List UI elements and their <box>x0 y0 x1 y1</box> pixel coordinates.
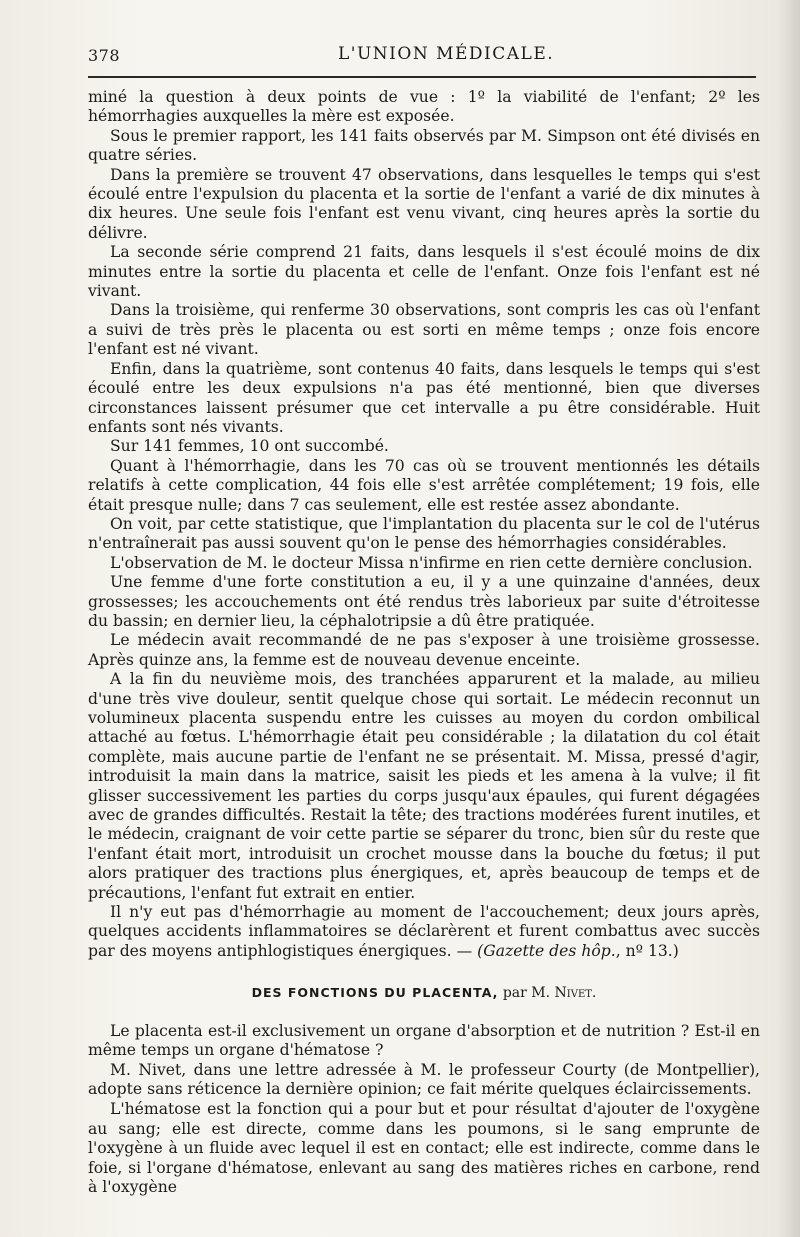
paragraph: Le médecin avait recommandé de ne pas s'exposer à une troisième grossesse. Après quinze ans, la femme est de nouveau devenue enceinte. <box>88 631 760 669</box>
section-author <box>498 985 596 1001</box>
paragraph: La seconde série comprend 21 faits, dans lesquels il s'est écoulé moins de dix minutes entre la sortie du placenta et celle de l'enfant. Onze fois l'enfant est né vivant. <box>88 243 760 301</box>
paragraph: L'hématose est la fonction qui a pour but et pour résultat d'ajouter de l'oxygène au sang; elle est directe, comme dans les poumons, si le sang emprunte de l'oxygène à un fluide avec lequel il est en contact; elle est indirecte, comme dans le foie, si l'organe d'hématose, enlevant au sang des matières riches en carbone, rend à l'oxygène <box>88 1100 760 1197</box>
running-head: L'UNION MÉDICALE. <box>338 44 555 64</box>
paragraph: A la fin du neuvième mois, des tranchées apparurent et la malade, au milieu d'une très vive douleur, sentit quelque chose qui sortait. Le médecin reconnut un volumineux placenta suspendu entre les cuisses au moyen du cordon ombilical attaché au fœtus. L'hémorrhagie était peu considérable ; la dilatation du col était complète, mais aucune partie de l'enfant ne se présentait. M. Missa, pressé d'agir, introduisit la main dans la matrice, saisit les pieds et les amena à la vulve; il fit glisser successivement les parties du corps jusqu'aux épaules, qui furent dégagées avec de grandes difficultés. Restait la tête; des tractions modérées furent inutiles, et le médecin, craignant de voir cette partie se séparer du tronc, bien sûr du reste que l'enfant était mort, introduisit un crochet mousse dans la bouche du fœtus; il put alors pratiquer des tractions plus énergiques, et, après beaucoup de temps et de précautions, l'enfant fut extrait en entier. <box>88 670 760 902</box>
binding-shadow <box>778 0 800 1237</box>
section-heading: DES FONCTIONS DU PLACENTA, <box>251 985 499 1001</box>
paragraph: Enfin, dans la quatrième, sont contenus 40 faits, dans lesquels le temps qui s'est écoulé entre les deux expulsions n'a pas été mentionné, bien que diverses circonstances laissent présumer que cet intervalle a pu être considérable. Huit enfants sont nés vivants. <box>88 359 760 436</box>
page-number: 378 <box>88 46 121 65</box>
paragraph: Une femme d'une forte constitution a eu, il y a une quinzaine d'années, deux grossesses; les accouchements ont été rendus très laborieux par suite d'étroitesse du bassin; en dernier lieu, la céphalotripsie a dû être pratiquée. <box>88 573 760 630</box>
author-name: Nivet <box>554 985 592 1002</box>
paragraph: Le placenta est-il exclusivement un organe d'absorption et de nutrition ? Est-il en même temps un organe d'hématose ? <box>88 1021 760 1060</box>
paragraph: Dans la troisième, qui renferme 30 observations, sont compris les cas où l'enfant a suivi de très près le placenta ou est sorti en même temps ; onze fois encore l'enfant est né vivant. <box>88 301 760 359</box>
paragraph: On voit, par cette statistique, que l'implantation du placenta sur le col de l'utérus n'entraînerait pas aussi souvent qu'on le pense des hémorrhagies considérables. <box>88 514 760 553</box>
citation-open: ( <box>477 941 484 960</box>
paragraph: M. Nivet, dans une lettre adressée à M. le professeur Courty (de Montpellier), adopte sans réticence la dernière opinion; ce fait mérite quelques éclaircissements. <box>88 1060 760 1099</box>
section-title <box>88 983 760 1003</box>
body-text <box>88 88 760 1198</box>
paragraph: Quant à l'hémorrhagie, dans les 70 cas où se trouvent mentionnés les détails relatifs à cette complication, 44 fois elle s'est arrêtée complétement; 19 fois, elle était presque nulle; dans 7 cas seulement, elle est restée assez abondante. <box>88 456 760 514</box>
paragraph-with-citation <box>88 903 760 961</box>
paragraph: Dans la première se trouvent 47 observations, dans lesquelles le temps qui s'est écoulé entre l'expulsion du placenta et la sortie de l'enfant a varié de dix minutes à dix heures. Une seule fois l'enfant est venu vivant, cinq heures après la sortie du délivre. <box>88 165 760 242</box>
author-suffix: . <box>591 985 597 1002</box>
citation-source: Gazette des hôp. <box>483 941 616 960</box>
paragraph-text: Il n'y eut pas d'hémorrhagie au moment de l'accouchement; deux jours après, quelques accidents inflammatoires se déclarèrent et furent combattus avec succès par des moyens antiphlogistiques énergiques. — <box>88 903 760 960</box>
header-rule <box>88 76 756 78</box>
paragraph: Sur 141 femmes, 10 ont succombé. <box>110 437 389 456</box>
section-body <box>88 1022 760 1198</box>
page-header <box>88 42 764 72</box>
citation-close: , nº 13.) <box>615 941 679 960</box>
author-prefix: par M. <box>498 985 555 1002</box>
paragraph: Sous le premier rapport, les 141 faits observés par M. Simpson ont été divisés en quatre séries. <box>88 126 760 165</box>
paragraph: miné la question à deux points de vue : 1º la viabilité de l'enfant; 2º les hémorrhagies auxquelles la mère est exposée. <box>88 88 760 126</box>
paragraph: L'observation de M. le docteur Missa n'infirme en rien cette dernière conclusion. <box>110 553 753 572</box>
